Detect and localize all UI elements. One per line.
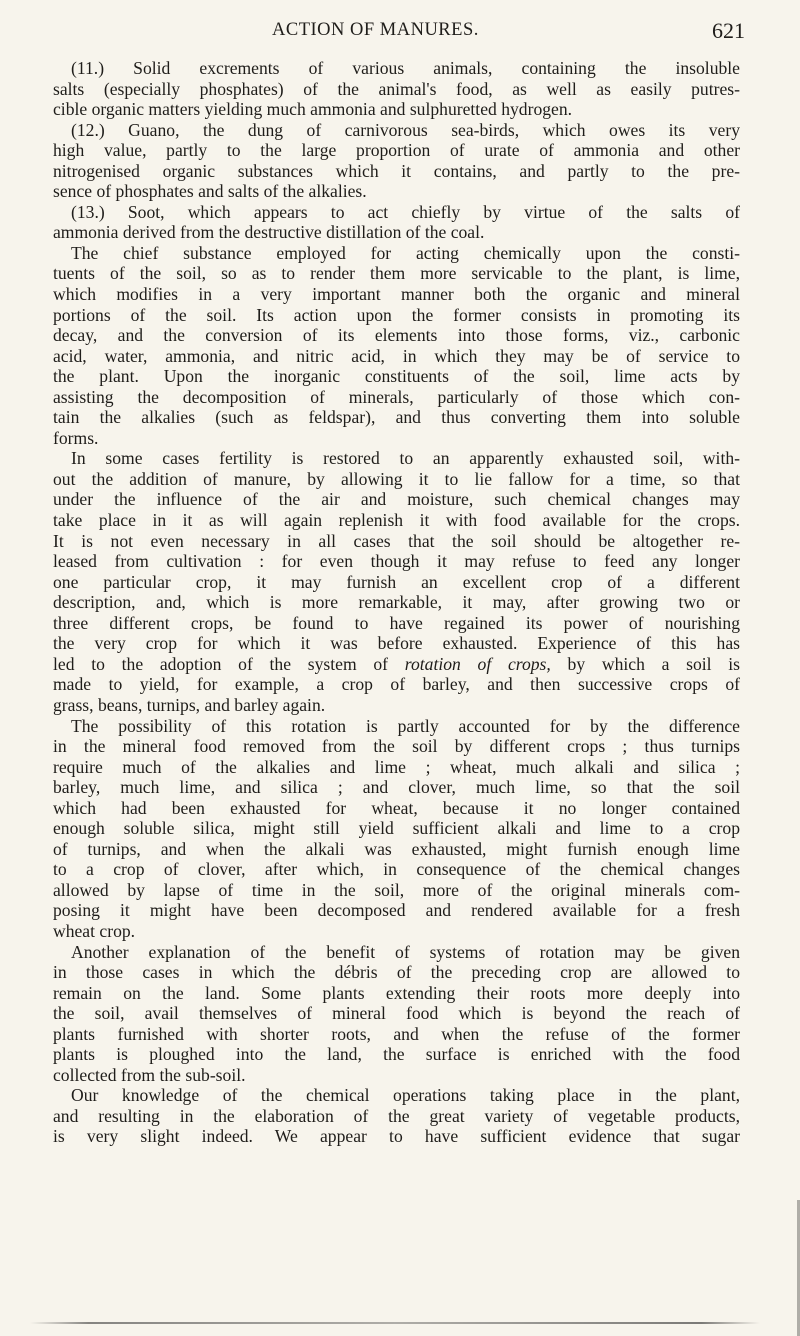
text-line: under the influence of the air and moisture, such chemical changes may: [53, 489, 740, 510]
text-line: require much of the alkalies and lime ; wheat, much alkali and silica ;: [53, 756, 740, 777]
paragraph-debris: [53, 942, 740, 1086]
text-line: which had been exhausted for wheat, because it no longer contained: [53, 797, 740, 818]
text-line: Our knowledge of the chemical operations taking place in the plant,: [71, 1085, 740, 1106]
text-line: the very crop for which it was before exhausted. Experience of this has: [53, 633, 740, 654]
text-line: assisting the decomposition of minerals, particularly of those which con-: [53, 386, 740, 407]
text-line: is very slight indeed. We appear to have sufficient evidence that sugar: [53, 1126, 740, 1147]
text-line: leased from cultivation : for even though it may refuse to feed any longer: [53, 551, 740, 572]
paragraph-chemical-operations: [53, 1085, 740, 1147]
page-number: 621: [712, 18, 745, 43]
text-line: wheat crop.: [53, 920, 136, 941]
text-line: to a crop of clover, after which, in consequence of the chemical changes: [53, 859, 740, 880]
text-line: tain the alkalies (such as feldspar), and thus converting them into soluble: [53, 407, 740, 428]
text-line: remain on the land. Some plants extending their roots more deeply into: [53, 982, 740, 1003]
text-line: sence of phosphates and salts of the alkalies.: [53, 181, 367, 202]
paragraph-solid-excrements: [53, 58, 740, 120]
body-text: [53, 58, 740, 1147]
text-line: which modifies in a very important manner both the organic and mineral: [53, 284, 740, 305]
text-line: enough soluble silica, might still yield sufficient alkali and lime to a crop: [53, 818, 740, 839]
text-line: (11.) Solid excrements of various animals, containing the insoluble: [71, 58, 740, 78]
text-line: forms.: [53, 427, 99, 448]
text-line: ammonia derived from the destructive distillation of the coal.: [53, 222, 485, 243]
paragraph-lime: [53, 243, 740, 448]
text-line: (12.) Guano, the dung of carnivorous sea-birds, which owes its very: [71, 119, 740, 140]
text-line: acid, water, ammonia, and nitric acid, in which they may be of service to: [53, 345, 740, 366]
text-line: of turnips, and when the alkali was exhausted, might furnish enough lime: [53, 838, 740, 859]
text-line: the plant. Upon the inorganic constituents of the soil, lime acts by: [53, 366, 740, 387]
text-line: in the mineral food removed from the soil by different crops ; thus turnips: [53, 736, 740, 757]
text-line: made to yield, for example, a crop of barley, and then successive crops of: [53, 674, 740, 695]
text-line: one particular crop, it may furnish an excellent crop of a different: [53, 571, 740, 592]
text-line: and resulting in the elaboration of the great variety of vegetable products,: [53, 1105, 740, 1126]
text-line: Another explanation of the benefit of systems of rotation may be given: [71, 941, 740, 962]
page-edge-shadow: [30, 1322, 760, 1324]
paragraph-soot: [53, 202, 740, 243]
text-line: The chief substance employed for acting chemically upon the consti-: [71, 242, 740, 263]
text-line: It is not even necessary in all cases that the soil should be altogether re-: [53, 530, 740, 551]
text-segment: by which a soil is: [550, 653, 741, 674]
text-line: (13.) Soot, which appears to act chiefly by virtue of the salts of: [71, 201, 740, 222]
text-line: out the addition of manure, by allowing it to lie fallow for a time, so that: [53, 468, 740, 489]
paragraph-mineral-food: [53, 716, 740, 942]
text-line: decay, and the conversion of its elements into those forms, viz., carbonic: [53, 325, 740, 346]
text-segment: led to the adoption of the system of: [53, 653, 405, 674]
paragraph-fallow-rotation: [53, 448, 740, 715]
text-line: collected from the sub-soil.: [53, 1064, 246, 1085]
text-line: take place in it as will again replenish it with food available for the crops.: [53, 510, 740, 531]
text-line: The possibility of this rotation is partly accounted for by the difference: [71, 715, 740, 736]
paragraph-guano: [53, 120, 740, 202]
text-line: barley, much lime, and silica ; and clover, much lime, so that the soil: [53, 777, 740, 798]
text-line: the soil, avail themselves of mineral food which is beyond the reach of: [53, 1003, 740, 1024]
text-line: high value, partly to the large proportion of urate of ammonia and other: [53, 140, 740, 161]
text-line: description, and, which is more remarkable, it may, after growing two or: [53, 592, 740, 613]
text-line: allowed by lapse of time in the soil, more of the original minerals com-: [53, 879, 740, 900]
text-line: nitrogenised organic substances which it contains, and partly to the pre-: [53, 160, 740, 181]
text-line: tuents of the soil, so as to render them more servicable to the plant, is lime,: [53, 263, 740, 284]
text-line: three different crops, be found to have regained its power of nourishing: [53, 612, 740, 633]
text-line-with-italic: [53, 654, 740, 675]
text-line: salts (especially phosphates) of the animal's food, as well as easily putres-: [53, 78, 740, 99]
italic-term: rotation of crops,: [404, 653, 551, 674]
text-line: portions of the soil. Its action upon the former consists in promoting its: [53, 304, 740, 325]
text-line: In some cases fertility is restored to an apparently exhausted soil, with-: [71, 448, 740, 469]
text-line: cible organic matters yielding much ammonia and sulphuretted hydrogen.: [53, 99, 573, 120]
text-line: in those cases in which the débris of the preceding crop are allowed to: [53, 962, 740, 983]
text-line: posing it might have been decomposed and rendered available for a fresh: [53, 900, 740, 921]
text-line: grass, beans, turnips, and barley again.: [53, 694, 326, 715]
text-line: plants furnished with shorter roots, and when the refuse of the former: [53, 1023, 740, 1044]
text-line: plants is ploughed into the land, the surface is enriched with the food: [53, 1044, 740, 1065]
running-title: ACTION OF MANURES.: [272, 20, 479, 40]
